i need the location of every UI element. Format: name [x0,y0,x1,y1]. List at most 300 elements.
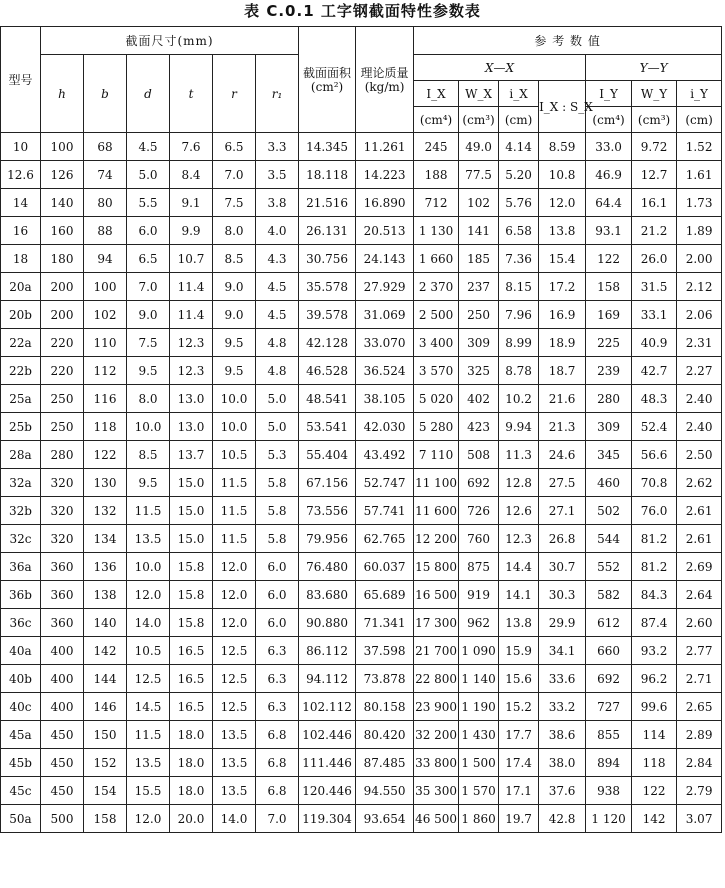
table-row [1,805,722,833]
cell-model: 50a [1,805,41,833]
cell-mass: 42.030 [356,413,414,441]
table-row [1,301,722,329]
cell-model: 18 [1,245,41,273]
cell-ix-radius: 14.4 [499,553,539,581]
cell-h: 280 [41,441,84,469]
cell-wy: 40.9 [632,329,677,357]
cell-r1: 6.3 [256,693,299,721]
cell-r1: 3.5 [256,161,299,189]
header-mass [356,27,414,133]
cell-ix: 32 200 [414,721,459,749]
cell-d: 8.0 [127,385,170,413]
cell-ix-sx: 10.8 [539,161,586,189]
cell-iy: 158 [586,273,632,301]
cell-model: 25b [1,413,41,441]
cell-h: 450 [41,721,84,749]
cell-iy: 345 [586,441,632,469]
header-dims-group: 截面尺寸(mm) [41,27,299,55]
cell-mass: 24.143 [356,245,414,273]
cell-ix: 1 130 [414,217,459,245]
cell-area: 94.112 [299,665,356,693]
table-row [1,133,722,161]
cell-mass: 87.485 [356,749,414,777]
ibeam-section-table [0,26,722,833]
cell-r1: 5.8 [256,469,299,497]
cell-area: 42.128 [299,329,356,357]
cell-d: 11.5 [127,497,170,525]
cell-iy: 122 [586,245,632,273]
header-area-unit: (cm²) [310,79,344,94]
cell-r: 12.5 [213,637,256,665]
cell-r1: 6.3 [256,637,299,665]
cell-iy: 169 [586,301,632,329]
table-row [1,161,722,189]
cell-r1: 3.8 [256,189,299,217]
header-iy-radius: i_Y [677,81,722,107]
cell-wx: 309 [459,329,499,357]
cell-wy: 9.72 [632,133,677,161]
cell-wx: 1 140 [459,665,499,693]
header-area-label: 截面面积 [303,65,352,80]
cell-ix-sx: 17.2 [539,273,586,301]
cell-ix-sx: 26.8 [539,525,586,553]
cell-r1: 6.8 [256,721,299,749]
cell-wy: 31.5 [632,273,677,301]
table-row [1,469,722,497]
cell-r1: 5.8 [256,525,299,553]
header-dim-t: t [170,55,213,133]
cell-h: 360 [41,581,84,609]
cell-iy: 225 [586,329,632,357]
cell-ix-radius: 15.6 [499,665,539,693]
cell-ix-radius: 13.8 [499,609,539,637]
cell-area: 46.528 [299,357,356,385]
cell-iy: 502 [586,497,632,525]
cell-b: 138 [84,581,127,609]
cell-r: 12.0 [213,553,256,581]
cell-b: 152 [84,749,127,777]
cell-wy: 118 [632,749,677,777]
cell-iy-radius: 2.27 [677,357,722,385]
cell-t: 18.0 [170,749,213,777]
cell-wy: 48.3 [632,385,677,413]
cell-mass: 52.747 [356,469,414,497]
cell-b: 154 [84,777,127,805]
cell-wy: 122 [632,777,677,805]
cell-wx: 1 430 [459,721,499,749]
cell-iy-radius: 1.73 [677,189,722,217]
cell-ix: 23 900 [414,693,459,721]
cell-r1: 4.5 [256,301,299,329]
cell-area: 86.112 [299,637,356,665]
cell-ix-sx: 37.6 [539,777,586,805]
cell-r1: 7.0 [256,805,299,833]
table-row [1,385,722,413]
cell-iy-radius: 2.77 [677,637,722,665]
cell-area: 67.156 [299,469,356,497]
cell-b: 150 [84,721,127,749]
table-row [1,665,722,693]
cell-b: 68 [84,133,127,161]
cell-r1: 6.3 [256,665,299,693]
table-row [1,273,722,301]
header-dim-r: r [213,55,256,133]
cell-b: 146 [84,693,127,721]
cell-wy: 76.0 [632,497,677,525]
cell-d: 15.5 [127,777,170,805]
cell-area: 76.480 [299,553,356,581]
cell-ix: 2 370 [414,273,459,301]
cell-area: 35.578 [299,273,356,301]
cell-d: 10.5 [127,637,170,665]
cell-ix-radius: 17.4 [499,749,539,777]
cell-t: 15.0 [170,497,213,525]
cell-mass: 80.420 [356,721,414,749]
cell-d: 5.5 [127,189,170,217]
cell-model: 36c [1,609,41,637]
cell-iy: 855 [586,721,632,749]
cell-iy-radius: 2.40 [677,385,722,413]
cell-area: 83.680 [299,581,356,609]
cell-ix-radius: 12.8 [499,469,539,497]
cell-b: 116 [84,385,127,413]
table-row [1,693,722,721]
cell-ix-radius: 12.3 [499,525,539,553]
cell-r: 7.5 [213,189,256,217]
cell-ix: 16 500 [414,581,459,609]
cell-r: 13.5 [213,777,256,805]
cell-ix-radius: 5.20 [499,161,539,189]
cell-r: 9.5 [213,357,256,385]
cell-ix-radius: 8.99 [499,329,539,357]
cell-r: 12.0 [213,609,256,637]
cell-r: 12.5 [213,665,256,693]
cell-ix: 3 400 [414,329,459,357]
header-ix: I_X [414,81,459,107]
cell-mass: 11.261 [356,133,414,161]
cell-d: 10.0 [127,413,170,441]
cell-model: 45b [1,749,41,777]
cell-t: 15.0 [170,469,213,497]
cell-ix: 188 [414,161,459,189]
cell-t: 12.3 [170,357,213,385]
header-ix-radius: i_X [499,81,539,107]
cell-r1: 6.8 [256,777,299,805]
cell-h: 160 [41,217,84,245]
cell-wx: 1 190 [459,693,499,721]
cell-area: 26.131 [299,217,356,245]
cell-model: 14 [1,189,41,217]
cell-b: 74 [84,161,127,189]
cell-r1: 6.0 [256,581,299,609]
cell-model: 12.6 [1,161,41,189]
cell-wx: 692 [459,469,499,497]
cell-d: 10.0 [127,553,170,581]
cell-ix: 12 200 [414,525,459,553]
cell-ix-sx: 21.3 [539,413,586,441]
cell-wx: 508 [459,441,499,469]
cell-iy-radius: 3.07 [677,805,722,833]
cell-wx: 185 [459,245,499,273]
cell-r: 10.0 [213,385,256,413]
cell-iy-radius: 2.31 [677,329,722,357]
cell-t: 13.0 [170,385,213,413]
cell-ix-sx: 33.6 [539,665,586,693]
cell-model: 20a [1,273,41,301]
cell-ix: 11 600 [414,497,459,525]
cell-d: 11.5 [127,721,170,749]
cell-wx: 1 090 [459,637,499,665]
cell-t: 9.1 [170,189,213,217]
cell-t: 16.5 [170,693,213,721]
cell-model: 32b [1,497,41,525]
cell-wx: 402 [459,385,499,413]
cell-b: 100 [84,273,127,301]
cell-r: 14.0 [213,805,256,833]
table-row [1,245,722,273]
cell-h: 250 [41,385,84,413]
unit-iy: (cm⁴) [586,107,632,133]
cell-h: 320 [41,525,84,553]
cell-iy-radius: 2.12 [677,273,722,301]
cell-t: 7.6 [170,133,213,161]
cell-d: 9.5 [127,357,170,385]
cell-r: 9.0 [213,301,256,329]
cell-wx: 875 [459,553,499,581]
cell-iy: 33.0 [586,133,632,161]
header-ix-sx: I_X : S_X [539,81,586,133]
cell-wx: 141 [459,217,499,245]
cell-t: 16.5 [170,665,213,693]
cell-t: 11.4 [170,301,213,329]
cell-iy: 64.4 [586,189,632,217]
cell-wy: 84.3 [632,581,677,609]
cell-iy-radius: 2.06 [677,301,722,329]
cell-ix-radius: 8.78 [499,357,539,385]
cell-ix: 21 700 [414,637,459,665]
cell-ix-radius: 17.7 [499,721,539,749]
cell-mass: 33.070 [356,329,414,357]
cell-wy: 114 [632,721,677,749]
cell-area: 102.112 [299,693,356,721]
cell-h: 250 [41,413,84,441]
cell-ix-sx: 38.0 [539,749,586,777]
cell-h: 200 [41,301,84,329]
cell-ix-radius: 14.1 [499,581,539,609]
cell-iy: 544 [586,525,632,553]
header-wx: W_X [459,81,499,107]
cell-wx: 962 [459,609,499,637]
cell-iy-radius: 2.79 [677,777,722,805]
cell-wy: 99.6 [632,693,677,721]
cell-area: 48.541 [299,385,356,413]
cell-iy: 938 [586,777,632,805]
cell-r: 12.0 [213,581,256,609]
cell-r1: 6.0 [256,609,299,637]
cell-iy: 93.1 [586,217,632,245]
cell-model: 22a [1,329,41,357]
cell-r: 8.5 [213,245,256,273]
cell-wy: 16.1 [632,189,677,217]
cell-wy: 70.8 [632,469,677,497]
cell-b: 122 [84,441,127,469]
cell-iy-radius: 2.89 [677,721,722,749]
cell-wx: 423 [459,413,499,441]
cell-area: 119.304 [299,805,356,833]
cell-d: 13.5 [127,749,170,777]
cell-model: 22b [1,357,41,385]
cell-h: 220 [41,329,84,357]
header-iy: I_Y [586,81,632,107]
cell-iy-radius: 2.00 [677,245,722,273]
table-row [1,609,722,637]
cell-r1: 5.8 [256,497,299,525]
cell-d: 9.0 [127,301,170,329]
cell-ix-sx: 34.1 [539,637,586,665]
cell-h: 450 [41,777,84,805]
cell-area: 55.404 [299,441,356,469]
cell-ix: 7 110 [414,441,459,469]
cell-model: 36a [1,553,41,581]
cell-model: 40b [1,665,41,693]
cell-wx: 49.0 [459,133,499,161]
cell-r: 7.0 [213,161,256,189]
cell-wy: 93.2 [632,637,677,665]
header-dim-h: h [41,55,84,133]
cell-model: 40c [1,693,41,721]
cell-d: 5.0 [127,161,170,189]
cell-iy: 1 120 [586,805,632,833]
cell-t: 15.0 [170,525,213,553]
cell-ix-radius: 6.58 [499,217,539,245]
cell-d: 12.0 [127,805,170,833]
cell-wx: 760 [459,525,499,553]
cell-ix-radius: 5.76 [499,189,539,217]
table-row [1,217,722,245]
cell-ix-radius: 15.2 [499,693,539,721]
table-row [1,777,722,805]
cell-area: 21.516 [299,189,356,217]
cell-mass: 16.890 [356,189,414,217]
cell-wy: 87.4 [632,609,677,637]
cell-h: 200 [41,273,84,301]
cell-mass: 93.654 [356,805,414,833]
table-row [1,581,722,609]
cell-r: 11.5 [213,525,256,553]
cell-iy-radius: 2.64 [677,581,722,609]
cell-h: 500 [41,805,84,833]
cell-ix: 245 [414,133,459,161]
cell-b: 112 [84,357,127,385]
cell-b: 142 [84,637,127,665]
cell-model: 32a [1,469,41,497]
cell-ix-sx: 13.8 [539,217,586,245]
cell-r1: 5.0 [256,385,299,413]
cell-r1: 3.3 [256,133,299,161]
header-dim-d: d [127,55,170,133]
cell-b: 158 [84,805,127,833]
cell-area: 30.756 [299,245,356,273]
cell-h: 140 [41,189,84,217]
cell-model: 10 [1,133,41,161]
unit-iy-radius: (cm) [677,107,722,133]
unit-ix-radius: (cm) [499,107,539,133]
cell-ix: 22 800 [414,665,459,693]
cell-area: 90.880 [299,609,356,637]
cell-mass: 73.878 [356,665,414,693]
cell-iy-radius: 2.69 [677,553,722,581]
table-row [1,497,722,525]
cell-ix-sx: 12.0 [539,189,586,217]
cell-ix-sx: 33.2 [539,693,586,721]
table-row [1,525,722,553]
cell-area: 79.956 [299,525,356,553]
cell-iy-radius: 2.40 [677,413,722,441]
cell-d: 6.5 [127,245,170,273]
cell-ix-radius: 19.7 [499,805,539,833]
cell-b: 118 [84,413,127,441]
cell-area: 102.446 [299,721,356,749]
cell-r1: 4.0 [256,217,299,245]
table-row [1,413,722,441]
cell-r: 11.5 [213,469,256,497]
cell-b: 110 [84,329,127,357]
cell-ix-sx: 15.4 [539,245,586,273]
cell-wx: 237 [459,273,499,301]
cell-d: 4.5 [127,133,170,161]
cell-r1: 4.5 [256,273,299,301]
cell-ix-sx: 30.7 [539,553,586,581]
cell-mass: 36.524 [356,357,414,385]
cell-b: 144 [84,665,127,693]
cell-ix-radius: 4.14 [499,133,539,161]
header-dim-r1: r₁ [256,55,299,133]
cell-wy: 56.6 [632,441,677,469]
cell-mass: 37.598 [356,637,414,665]
table-body [1,133,722,833]
cell-h: 100 [41,133,84,161]
table-row [1,553,722,581]
cell-ix-radius: 17.1 [499,777,539,805]
cell-mass: 94.550 [356,777,414,805]
cell-b: 94 [84,245,127,273]
cell-ix: 17 300 [414,609,459,637]
table-row [1,441,722,469]
cell-t: 16.5 [170,637,213,665]
cell-iy-radius: 2.71 [677,665,722,693]
cell-model: 40a [1,637,41,665]
cell-mass: 71.341 [356,609,414,637]
cell-iy-radius: 2.60 [677,609,722,637]
cell-mass: 65.689 [356,581,414,609]
cell-t: 10.7 [170,245,213,273]
cell-h: 180 [41,245,84,273]
header-wy: W_Y [632,81,677,107]
table-row [1,189,722,217]
cell-ix-radius: 11.3 [499,441,539,469]
cell-ix-radius: 7.36 [499,245,539,273]
cell-iy-radius: 2.84 [677,749,722,777]
cell-iy: 692 [586,665,632,693]
cell-d: 7.0 [127,273,170,301]
cell-area: 14.345 [299,133,356,161]
cell-ix: 712 [414,189,459,217]
cell-wy: 12.7 [632,161,677,189]
cell-ix: 35 300 [414,777,459,805]
cell-area: 53.541 [299,413,356,441]
cell-iy: 582 [586,581,632,609]
cell-ix-radius: 9.94 [499,413,539,441]
